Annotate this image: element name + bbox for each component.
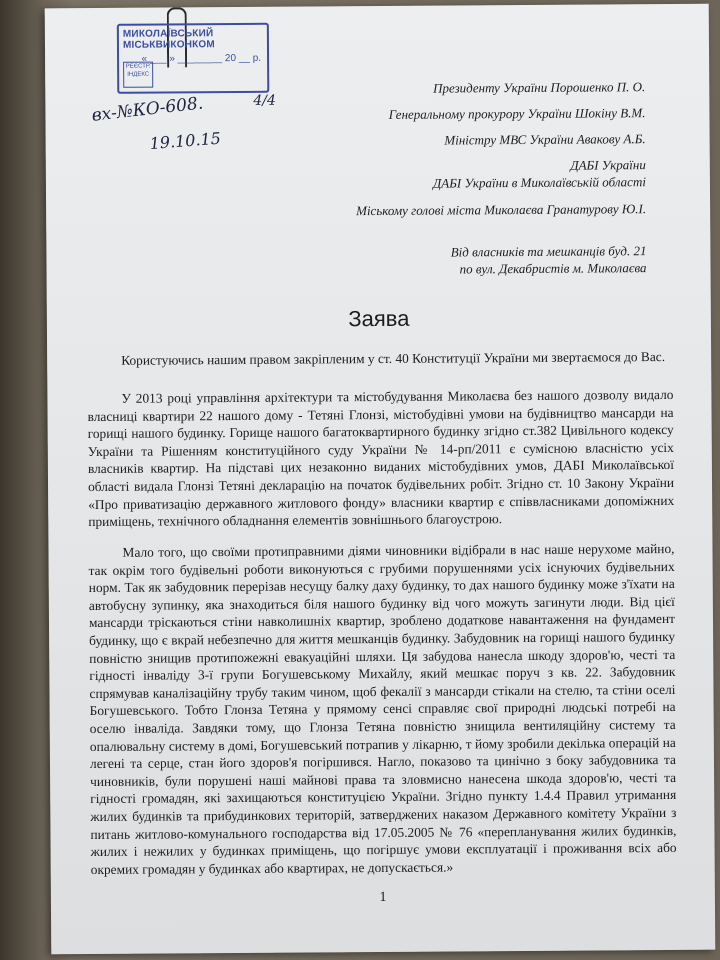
paragraph-intro: Користуючись нашим правом закріпленим у ст. 40 Конституції України ми звертаємося до Вас. <box>121 349 666 368</box>
sender-line-2: по вул. Декабристів м. Миколаєва <box>459 260 647 277</box>
handwritten-pages: 4/4 <box>253 92 276 109</box>
stamp-reg-box: РЕЄСТР. ІНДЕКС <box>123 62 153 88</box>
addressee-mayor: Міському голові міста Миколаєва Гранатурову Ю.І. <box>356 201 647 219</box>
sender-line-1: Від власників та мешканців буд. 21 <box>450 243 647 260</box>
addressee-prosecutor: Генеральному прокурору України Шокіну В.М. <box>388 105 646 122</box>
addressee-interior-minister: Міністру МВС України Авакову А.Б. <box>444 131 646 148</box>
handwritten-date: 19.10.15 <box>149 128 222 154</box>
paragraph-violations: Мало того, що своїми протиправними діями чиновники відібрали в нас наше нерухоме майно, так окрім того будівельні роботи виконуються с грубими порушеннями усіх існуючих будівельних норм. Так як забудовник перерізав несущу балку даху будинку, то дах нашого будинку може з'їхати на автобусну зупинку, яка знаходиться біля нашого будинку від чого можуть загинути люди. Від цієї мансарди тріскаються стіни навколишніх квартир, зроблено додаткове навантаження на фундамент будинку, що є вкрай небезпечно для життя мешканців будинку. Забудовник на горищі нашого будинку повністю знищив протипожежні евакуаційні шляхи. Ця забудова нанесла шкоду здоров'ю, честі та гідності інваліду 3-ї групи Богушевському Михайлу, який мешкає поруч з кв. 22. Забудовник спрямував каналізаційну трубу таким чином, щоб фекалії з мансарди стікали на стелю, та стіни оселі Богушевського. Тобто Глонза Тетяна у прямому сенсі справляє свої природні людські потребі на оселю інваліда. Завдяки тому, що Глонза Тетяна повністю знищила вентиляційну систему та опалювальну систему в домі, Богушевський потрапив у лікарню, т йому зробили декілька операцій на легені та серце, стан його здоров'я погіршився. Нагло, показово та цинічно з боку забудовника та чиновників, були порушені наші майнові права та зловмисно нанесена шкода здоров'ю, честі та гідності громадян, які захищаються конституцією України. Згідно пункту 1.4.4 Правил утримання жилих будинків та прибудинкових територій, затверджених наказом Державного комітету України з питань житлово-комунального господарства від 17.05.2005 № 76 «перепланування жилих будинків, жилих і нежилих у будинках приміщень, що погіршує умови експлуатації і проживання всіх або окремих громадян у будинках або квартирах, не допускається.» <box>88 540 677 877</box>
handwritten-incoming-number: вх-№КО-608. <box>90 93 205 126</box>
addressee-dabi: ДАБІ України <box>570 157 646 173</box>
addressee-president: Президенту України Порошенко П. О. <box>433 79 646 96</box>
stamp-org: МИКОЛАЇВСЬКИЙ МІСЬКВИКОНКОМ <box>122 28 215 51</box>
document-title: Заява <box>348 305 410 332</box>
document-page <box>45 4 716 955</box>
paragraph-background: У 2013 році управління архітектури та містобудування Миколаєва без нашого дозволу видало власниці квартири 22 нашого дому - Тетяні Глонзі, містобудівні умови на будівництво мансарди на горищі нашого будинку. Горище нашого багатоквартирного будинку згідно ст.382 Цивільного кодексу України та Рішенням конституційного суду України № 14-рп/2011 є сумісною власністю усіх власників квартир. На підставі цих незаконно виданих містобудівних умов, ДАБІ Миколаївської області видала Глонзі Тетяні декларацію на початок будівельних робіт. Згідно ст. 10 Закону України «Про приватизацію державного житлового фонду» власники квартир є співвласниками допоміжних приміщень, технічного обладнання елементів зовнішнього благоустрою. <box>87 386 675 530</box>
addressee-dabi-regional: ДАБІ України в Миколаївській області <box>432 174 646 191</box>
registration-stamp <box>117 23 269 94</box>
page-number: 1 <box>379 889 387 906</box>
stamp-date-line: « ___ » ________ 20 __ р. <box>141 52 262 65</box>
